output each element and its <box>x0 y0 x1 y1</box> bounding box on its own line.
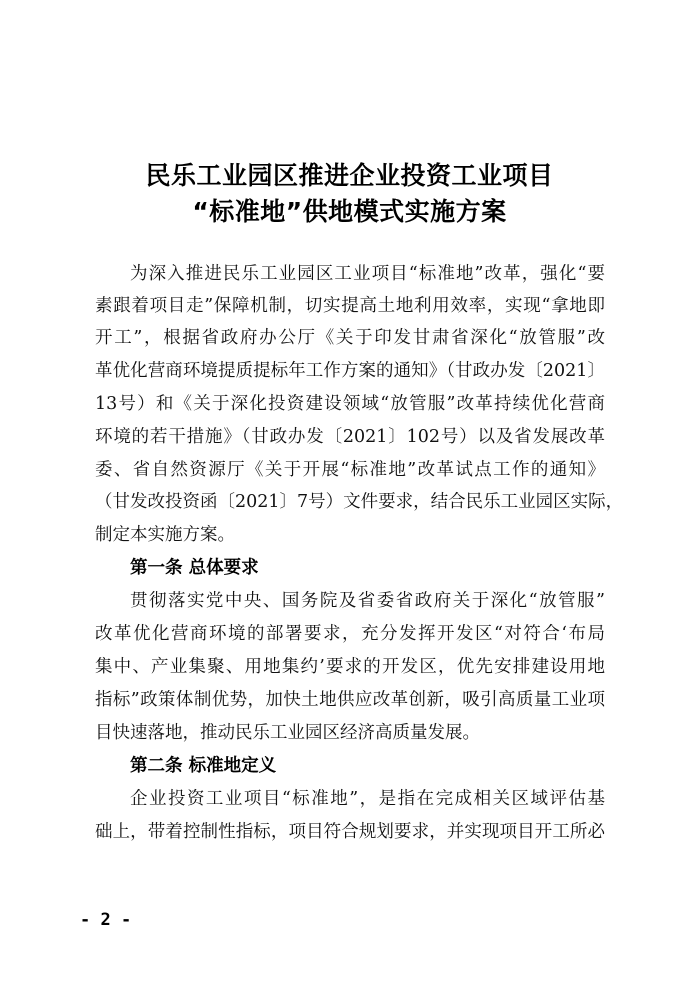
intro-paragraph-line: 素跟着项目走”保障机制，切实提高土地利用效率，实现“拿地即 <box>95 296 605 316</box>
document-title-line-1: 民乐工业园区推进企业投资工业项目 <box>145 161 554 190</box>
intro-paragraph-line: 制定本实施方案。 <box>95 525 235 545</box>
article-1-heading: 第一条 总体要求 <box>130 558 259 578</box>
intro-paragraph-line: 环境的若干措施》（甘政办发〔2021〕102号）以及省发展改革 <box>95 427 605 447</box>
article-1-paragraph-line: 贯彻落实党中央、国务院及省委省政府关于深化“放管服” <box>130 591 605 611</box>
intro-paragraph-line: 革优化营商环境提质提标年工作方案的通知》（甘政办发〔2021〕 <box>95 361 605 381</box>
article-1-paragraph-line: 目快速落地，推动民乐工业园区经济高质量发展。 <box>95 723 480 743</box>
document-title-line-2: “标准地”供地模式实施方案 <box>192 197 507 226</box>
intro-paragraph-line: 为深入推进民乐工业园区工业项目“标准地”改革，强化“要 <box>130 264 605 284</box>
article-1-paragraph-line: 改革优化营商环境的部署要求，充分发挥开发区“对符合‘布局 <box>95 624 605 644</box>
intro-paragraph-line: 委、省自然资源厅《关于开展“标准地”改革试点工作的通知》 <box>95 460 605 480</box>
article-1-paragraph-line: 指标”政策体制优势，加快土地供应改革创新，吸引高质量工业项 <box>95 690 605 710</box>
article-2-paragraph-line: 企业投资工业项目“标准地”，是指在完成相关区域评估基 <box>130 789 605 809</box>
article-2-heading: 第二条 标准地定义 <box>130 756 277 776</box>
intro-paragraph-line: 开工”，根据省政府办公厅《关于印发甘肃省深化“放管服”改 <box>95 328 605 348</box>
intro-paragraph-line: （甘发改投资函〔2021〕7号）文件要求，结合民乐工业园区实际， <box>95 492 624 512</box>
page-number: - 2 - <box>80 910 132 930</box>
article-2-paragraph-line: 础上，带着控制性指标，项目符合规划要求，并实现项目开工所必 <box>95 822 605 842</box>
intro-paragraph-line: 13号）和《关于深化投资建设领域“放管服”改革持续优化营商 <box>95 394 605 414</box>
article-1-paragraph-line: 集中、产业集聚、用地集约’要求的开发区，优先安排建设用地 <box>95 657 605 677</box>
